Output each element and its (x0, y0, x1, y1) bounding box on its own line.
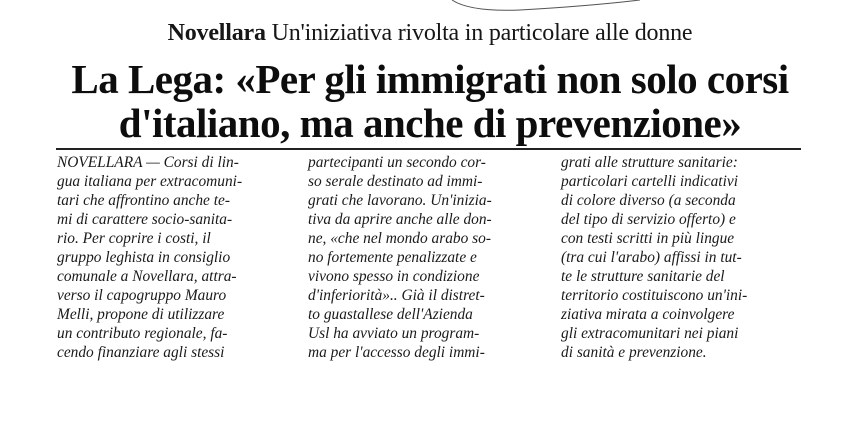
article-column-3 (561, 153, 799, 362)
body-line: so serale destinato ad immi- (308, 173, 483, 190)
body-line: NOVELLARA — Corsi di lin- (57, 154, 239, 171)
body-line: comunale a Novellara, attra- (57, 268, 237, 285)
body-line: territorio costituiscono un'ini- (561, 287, 748, 304)
body-line: mi di carattere socio-sanita- (57, 211, 233, 228)
body-line: (tra cui l'arabo) affissi in tut- (561, 249, 742, 266)
body-line: particolari cartelli indicativi (561, 173, 738, 190)
body-line: ma per l'accesso degli immi- (308, 344, 485, 361)
body-line: con testi scritti in più lingue (561, 230, 735, 247)
body-line: gruppo leghista in consiglio (57, 249, 231, 266)
body-line: Usl ha avviato un program- (308, 325, 480, 342)
body-line: to guastallese dell'Azienda (308, 306, 473, 323)
body-line: te le strutture sanitarie del (561, 268, 725, 285)
body-line: verso il capogruppo Mauro (57, 287, 227, 304)
body-line: partecipanti un secondo cor- (308, 154, 486, 171)
divider-rule (56, 148, 801, 150)
body-line: di colore diverso (a seconda (561, 192, 736, 209)
kicker (0, 19, 860, 47)
body-line: gli extracomunitari nei piani (561, 325, 739, 342)
kicker-text: Un'iniziativa rivolta in particolare alle donne (271, 20, 693, 46)
body-line: Melli, propone di utilizzare (57, 306, 225, 323)
body-line: ziativa mirata a coinvolgere (561, 306, 735, 323)
kicker-place: Novellara (167, 20, 266, 46)
body-line: d'inferiorità».. Già il distret- (308, 287, 485, 304)
article-column-2 (308, 153, 540, 362)
body-line: ne, «che nel mondo arabo so- (308, 230, 491, 247)
body-line: rio. Per coprire i costi, il (57, 230, 211, 247)
headline-line: La Lega: «Per gli immigrati non solo corsi (71, 56, 789, 102)
body-line: gua italiana per extracomuni- (57, 173, 243, 190)
body-line: tiva da aprire anche alle don- (308, 211, 492, 228)
body-line: un contributo regionale, fa- (57, 325, 228, 342)
body-line: vivono spesso in condizione (308, 268, 480, 285)
body-line: cendo finanziare agli stessi (57, 344, 225, 361)
headline-line: d'italiano, ma anche di prevenzione» (118, 100, 742, 146)
body-line: tari che affrontino anche te- (57, 192, 230, 209)
body-line: no fortemente penalizzate e (308, 249, 477, 266)
body-line: grati che lavorano. Un'inizia- (308, 192, 492, 209)
headline (0, 57, 860, 145)
body-line: di sanità e prevenzione. (561, 344, 707, 361)
article-column-1 (57, 153, 287, 362)
body-line: del tipo di servizio offerto) e (561, 211, 736, 228)
body-line: grati alle strutture sanitarie: (561, 154, 738, 171)
